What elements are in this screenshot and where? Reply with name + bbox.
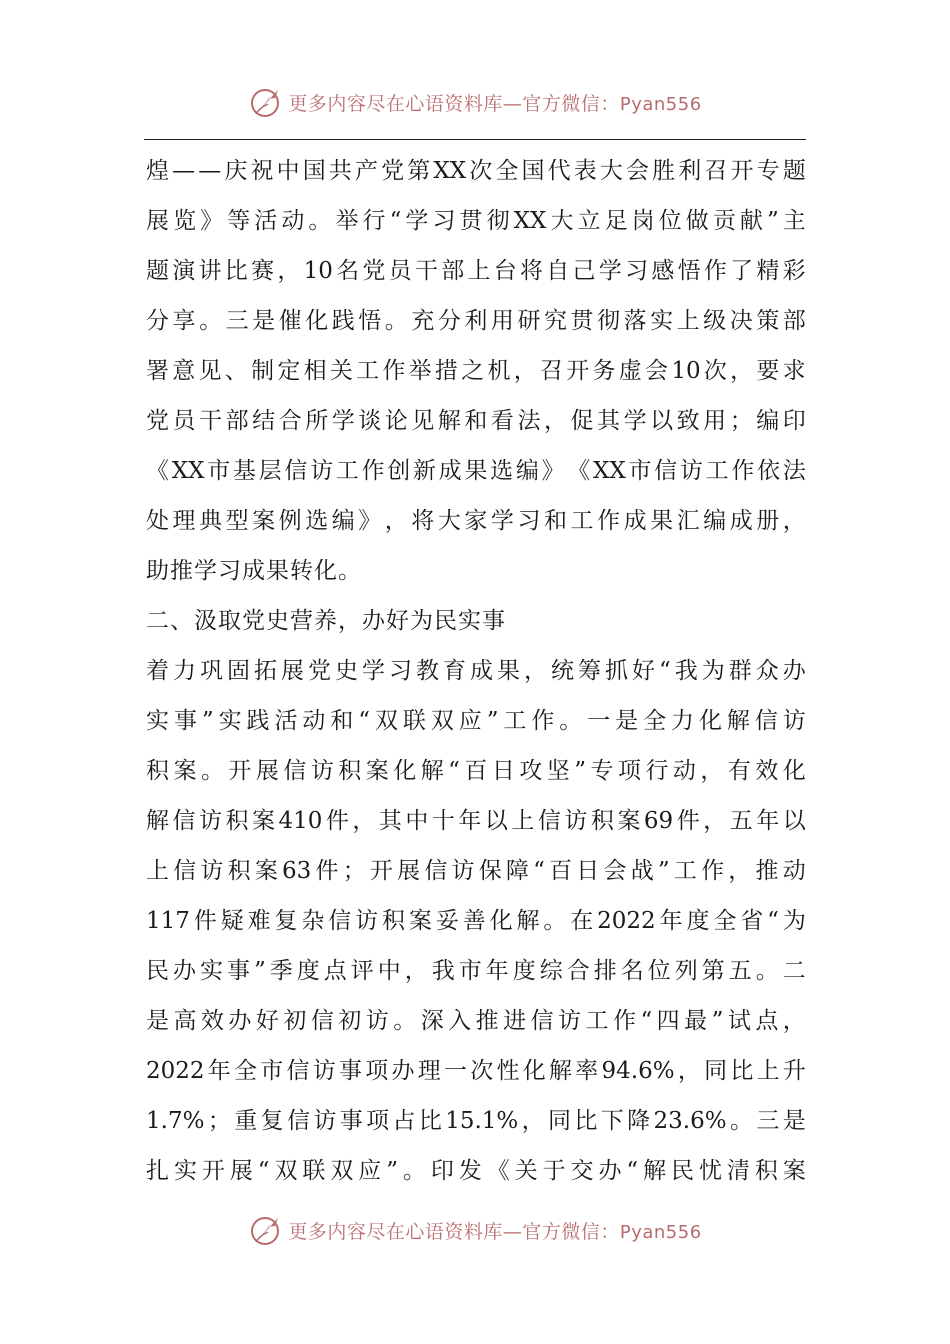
footer-watermark — [0, 1210, 950, 1250]
text-line: 着 力 巩 固 拓 展 党 史 学 习 教 育 成 果 ， 统 筹 抓 好 “ 我 为 群 众 办 — [146, 658, 806, 684]
quill-logo-icon — [248, 84, 284, 120]
text-line: 117 件 疑 难 复 杂 信 访 积 案 妥 善 化 解 。 在 2022 年 度 全 省 “ 为 — [146, 908, 806, 934]
text-line: 题 演 讲 比 赛 ， 10 名 党 员 干 部 上 台 将 自 己 学 习 感 悟 作 了 精 彩 — [146, 258, 806, 284]
header-divider — [144, 139, 806, 140]
text-line: 分 享 。 三 是 催 化 践 悟 。 充 分 利 用 研 究 贯 彻 落 实 上 级 决 策 部 — [146, 308, 806, 334]
text-line: 《 XX 市 基 层 信 访 工 作 创 新 成 果 选 编 》 《 XX 市 信 访 工 作 依 法 — [146, 458, 806, 484]
text-line: 实 事 ” 实 践 活 动 和 “ 双 联 双 应 ” 工 作 。 一 是 全 力 化 解 信 访 — [146, 708, 806, 734]
watermark-wechat-id: Pyan556 — [619, 1221, 702, 1243]
text-line: 党 员 干 部 结 合 所 学 谈 论 见 解 和 看 法 ， 促 其 学 以 致 用 ； 编 印 — [146, 408, 806, 434]
text-line: 助推学习成果转化。 — [146, 558, 362, 584]
text-line: 积 案 。 开 展 信 访 积 案 化 解 “ 百 日 攻 坚 ” 专 项 行 动 ， 有 效 化 — [146, 758, 806, 784]
text-line: 民 办 实 事 ” 季 度 点 评 中 ， 我 市 年 度 综 合 排 名 位 列 第 五 。 二 — [146, 958, 806, 984]
watermark-site: 更多内容尽在心语资料库 — [288, 92, 503, 115]
text-line: 扎 实 开 展 “ 双 联 双 应 ” 。 印 发 《 关 于 交 办 “ 解 民 忧 清 积 案 — [146, 1158, 806, 1184]
text-line: 展 览 》 等 活 动 。 举 行 “ 学 习 贯 彻 XX 大 立 足 岗 位 做 贡 献 ” 主 — [146, 208, 806, 234]
watermark-dash: — — [502, 1220, 523, 1243]
header-watermark — [0, 82, 950, 122]
text-line: 煌 — — 庆 祝 中 国 共 产 党 第 XX 次 全 国 代 表 大 会 胜 利 召 开 专 题 — [146, 158, 806, 184]
text-line: 署 意 见 、 制 定 相 关 工 作 举 措 之 机 ， 召 开 务 虚 会 10 次 ， 要 求 — [146, 358, 806, 384]
text-line: 是 高 效 办 好 初 信 初 访 。 深 入 推 进 信 访 工 作 “ 四 最 ” 试 点 ， — [146, 1008, 806, 1034]
text-line: 解 信 访 积 案 410 件 ， 其 中 十 年 以 上 信 访 积 案 69 件 ， 五 年 以 — [146, 808, 806, 834]
section-heading: 二、汲取党史营养，办好为民实事 — [146, 608, 506, 634]
watermark-wechat-label: 官方微信： — [522, 1220, 620, 1243]
text-line: 上 信 访 积 案 63 件 ； 开 展 信 访 保 障 “ 百 日 会 战 ” 工 作 ， 推 动 — [146, 858, 806, 884]
quill-logo-icon — [248, 1212, 284, 1248]
text-line: 处 理 典 型 案 例 选 编 》 ， 将 大 家 学 习 和 工 作 成 果 汇 编 成 册 ， — [146, 508, 806, 534]
watermark-wechat-label: 官方微信： — [522, 92, 620, 115]
text-line: 1.7% ； 重 复 信 访 事 项 占 比 15.1% ， 同 比 下 降 23.6% 。 三 是 — [146, 1108, 806, 1134]
watermark-wechat-id: Pyan556 — [619, 93, 702, 115]
watermark-dash: — — [502, 92, 523, 115]
document-body — [146, 146, 806, 1196]
watermark-site: 更多内容尽在心语资料库 — [288, 1220, 503, 1243]
text-line: 2022 年 全 市 信 访 事 项 办 理 一 次 性 化 解 率 94.6% ， 同 比 上 升 — [146, 1058, 806, 1084]
